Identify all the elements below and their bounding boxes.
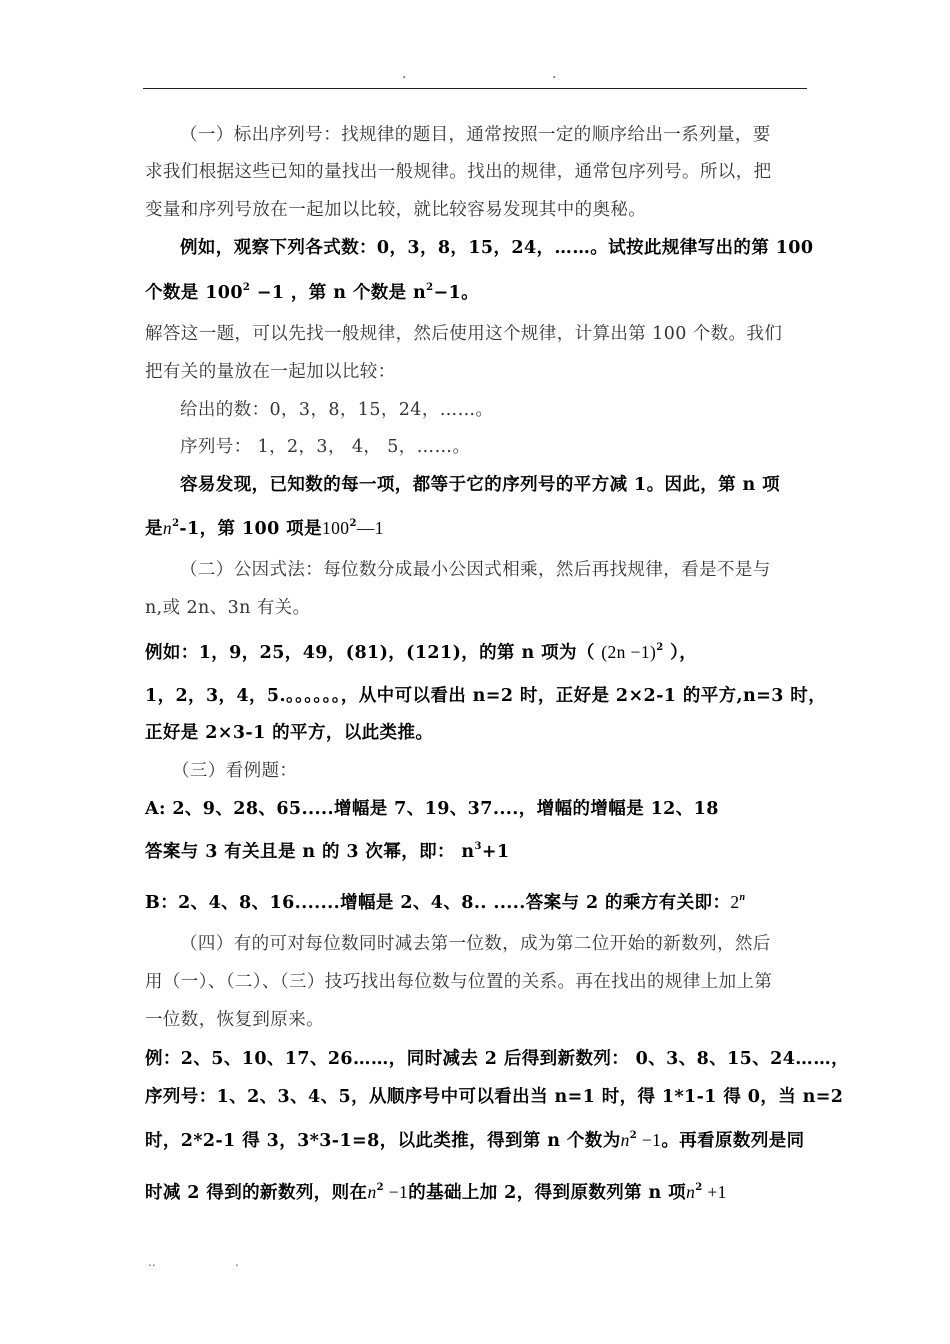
footer-dots-left: .. (148, 1255, 156, 1269)
example-1-line-1: 例如，观察下列各式数：0，3，8，15，24，……。试按此规律写出的第 100 (180, 238, 814, 258)
math-minus-1: —1 (356, 518, 384, 538)
given-numbers-line: 给出的数：0，3，8，15，24，……。 (180, 400, 494, 420)
superscript: 3 (474, 841, 482, 852)
header-dot-left: . (402, 66, 407, 82)
example-4-text-b: 。再看原数列是同 (661, 1131, 805, 1151)
superscript: 2 (172, 518, 180, 529)
example-1-line-2 (145, 281, 815, 305)
example-b-text: B：2、4、8、16.......增幅是 2、4、8.. .....答案与 2 的乘方有关即： (145, 893, 731, 913)
solution-line-1: 解答这一题，可以先找一般规律，然后使用这个规律，计算出第 100 个数。我们 (145, 324, 783, 344)
example-1-text-c: −1。 (433, 283, 480, 303)
paragraph-2-line-1: （二）公因式法：每位数分成最小公因式相乘，然后再找规律，看是不是与 (180, 560, 771, 580)
math-plus-1: +1 (702, 1182, 727, 1202)
paragraph-4-line-1: （四）有的可对每位数同时减去第一位数，成为第二位开始的新数列，然后 (180, 934, 771, 954)
math-n: n (162, 518, 173, 538)
example-2-line-2: 1，2，3，4，5.。。。。。。，从中可以看出 n=2 时，正好是 2×2-1 的平方,n=3 时， (145, 686, 827, 706)
math-n: n (686, 1182, 696, 1202)
paragraph-4-line-2: 用（一）、（二）、（三）技巧找出每位数与位置的关系。再在找出的规律上加上第 (145, 972, 773, 992)
example-4-line-3 (145, 1128, 815, 1153)
superscript: 2 (695, 1182, 703, 1193)
math-2: 2 (730, 892, 740, 912)
paragraph-4-line-3: 一位数，恢复到原来。 (145, 1010, 324, 1030)
math-minus-1: −1 (637, 1130, 662, 1150)
example-4-line-1: 例：2、5、10、17、26……，同时减去 2 后得到新数列： 0、3、8、15、24……， (145, 1049, 849, 1069)
example-2-text-a: 例如：1，9，25，49，(81)，(121)，的第 n 项为（ (145, 643, 602, 663)
paragraph-2-line-2: n,或 2n、3n 有关。 (145, 598, 311, 618)
footer-dot-right: . (235, 1255, 239, 1269)
example-4-text-c: 时减 2 得到的新数列，则在 (145, 1183, 368, 1203)
example-a-line: A: 2、9、28、65.....增幅是 7、19、37....，增幅的增幅是 12、18 (145, 799, 719, 819)
math-2n-minus-1: (2n −1) (601, 642, 657, 662)
example-a-answer (145, 840, 815, 864)
observation-text-a: 是 (145, 519, 163, 539)
example-1-text-b: −1 ，第 n 个数是 n (250, 283, 427, 303)
paragraph-1-line-2: 求我们根据这些已知的量找出一般规律。找出的规律，通常包序列号。所以，把 (145, 162, 772, 182)
answer-a-text-a: 答案与 3 有关且是 n 的 3 次幂，即： n (145, 842, 475, 862)
math-n: n (367, 1182, 377, 1202)
superscript: 2 (629, 1130, 638, 1141)
superscript: n (739, 892, 746, 903)
observation-line-1: 容易发现，已知数的每一项，都等于它的序列号的平方减 1。因此，第 n 项 (180, 475, 781, 495)
superscript: 2 (376, 1182, 384, 1193)
example-4-text-a: 时，2*2-1 得 3，3*3-1=8，以此类推，得到第 n 个数为 (145, 1131, 621, 1151)
observation-text-b: -1，第 100 项是 (179, 519, 322, 539)
answer-a-text-b: +1 (481, 842, 510, 862)
math-100: 100 (321, 518, 350, 538)
observation-line-2 (145, 516, 815, 541)
example-4-line-4 (145, 1180, 815, 1205)
sequence-number-line: 序列号： 1，2，3， 4， 5，……。 (180, 437, 471, 457)
example-b-line (145, 890, 815, 915)
solution-line-2: 把有关的量放在一起加以比较： (145, 362, 396, 382)
example-2-line-3: 正好是 2×3-1 的平方，以此类推。 (145, 723, 434, 743)
example-2-text-b: ）， (663, 643, 698, 663)
superscript: 2 (426, 282, 434, 293)
math-minus-1: −1 (383, 1182, 409, 1202)
paragraph-1-line-1: （一）标出序列号：找规律的题目，通常按照一定的顺序给出一系列量，要 (180, 125, 771, 145)
paragraph-3-heading: （三）看例题： (172, 761, 298, 781)
header-rule (143, 88, 807, 89)
example-1-text-a: 个数是 100 (145, 283, 243, 303)
header-dot-right: . (552, 66, 557, 82)
paragraph-1-line-3: 变量和序列号放在一起加以比较，就比较容易发现其中的奥秘。 (145, 200, 647, 220)
superscript: 2 (349, 518, 357, 529)
superscript: 2 (242, 282, 251, 293)
example-4-line-2: 序列号：1、2、3、4、5，从顺序号中可以看出当 n=1 时，得 1*1-1 得 0，当 n=2 (145, 1087, 844, 1107)
superscript: 2 (656, 642, 664, 653)
example-4-text-d: 的基础上加 2，得到原数列第 n 项 (408, 1183, 687, 1203)
math-n: n (620, 1130, 630, 1150)
example-2-line-1 (145, 640, 815, 665)
